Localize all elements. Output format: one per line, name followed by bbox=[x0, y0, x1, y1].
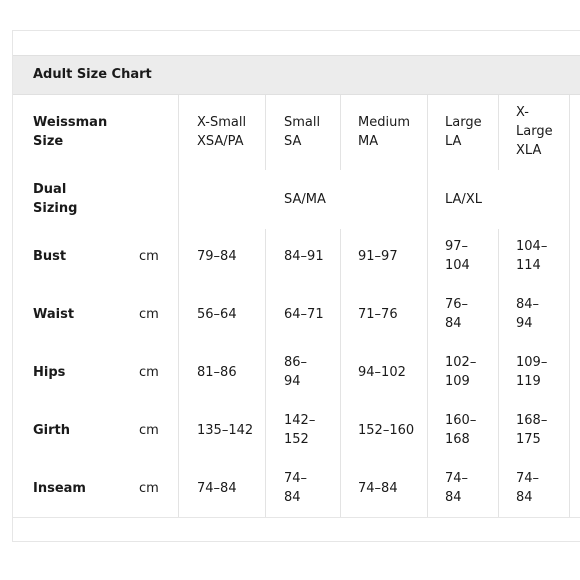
column-divider bbox=[498, 95, 499, 170]
chart-title: Adult Size Chart bbox=[33, 67, 152, 82]
row-label-inseam: Inseam bbox=[33, 481, 86, 496]
table-cell: 94–102 bbox=[358, 365, 406, 380]
table-cell: 76– 84 bbox=[445, 297, 469, 331]
title-bar bbox=[13, 55, 580, 95]
size-header-xlarge: X- Large XLA bbox=[516, 105, 553, 158]
dual-sizing-la-xl: LA/XL bbox=[445, 192, 482, 207]
table-cell: 74–84 bbox=[197, 481, 237, 496]
row-label-waist: Waist bbox=[33, 307, 75, 322]
size-header-xsmall: X-Small XSA/PA bbox=[197, 115, 247, 149]
table-cell: 86– 94 bbox=[284, 355, 308, 389]
column-divider bbox=[569, 95, 570, 517]
table-cell: 142– 152 bbox=[284, 413, 316, 447]
table-cell: 74– 84 bbox=[284, 471, 308, 505]
row-label-girth: Girth bbox=[33, 423, 71, 438]
table-cell: 84– 94 bbox=[516, 297, 540, 331]
column-divider bbox=[265, 229, 266, 517]
row-unit: cm bbox=[139, 423, 159, 438]
table-cell: 91–97 bbox=[358, 249, 398, 264]
table-cell: 56–64 bbox=[197, 307, 237, 322]
table-cell: 109– 119 bbox=[516, 355, 548, 389]
table-cell: 168– 175 bbox=[516, 413, 548, 447]
size-header-large: Large LA bbox=[445, 115, 482, 149]
column-divider bbox=[265, 95, 266, 170]
size-chart-card bbox=[12, 30, 580, 542]
table-cell: 71–76 bbox=[358, 307, 398, 322]
table-cell: 74– 84 bbox=[445, 471, 469, 505]
row-unit: cm bbox=[139, 249, 159, 264]
table-cell: 97– 104 bbox=[445, 239, 470, 273]
table-cell: 160– 168 bbox=[445, 413, 477, 447]
column-divider bbox=[340, 229, 341, 517]
column-divider bbox=[178, 95, 179, 517]
row-unit: cm bbox=[139, 307, 159, 322]
column-divider bbox=[498, 229, 499, 517]
row-unit: cm bbox=[139, 481, 159, 496]
table-bottom-divider bbox=[13, 517, 580, 518]
table-cell: 135–142 bbox=[197, 423, 254, 438]
table-cell: 81–86 bbox=[197, 365, 237, 380]
table-cell: 104– 114 bbox=[516, 239, 548, 273]
row-unit: cm bbox=[139, 365, 159, 380]
row-label-hips: Hips bbox=[33, 365, 66, 380]
size-header-medium: Medium MA bbox=[358, 115, 410, 149]
dual-sizing-label: Dual Sizing bbox=[33, 182, 78, 216]
header-label: Weissman Size bbox=[33, 115, 108, 149]
row-label-bust: Bust bbox=[33, 249, 67, 264]
table-cell: 74– 84 bbox=[516, 471, 540, 505]
column-divider bbox=[340, 95, 341, 170]
table-cell: 102– 109 bbox=[445, 355, 477, 389]
dual-sizing-sa-ma: SA/MA bbox=[284, 192, 326, 207]
column-divider bbox=[427, 95, 428, 517]
table-cell: 74–84 bbox=[358, 481, 398, 496]
table-cell: 64–71 bbox=[284, 307, 324, 322]
size-header-small: Small SA bbox=[284, 115, 321, 149]
table-cell: 84–91 bbox=[284, 249, 324, 264]
table-cell: 79–84 bbox=[197, 249, 237, 264]
table-cell: 152–160 bbox=[358, 423, 415, 438]
